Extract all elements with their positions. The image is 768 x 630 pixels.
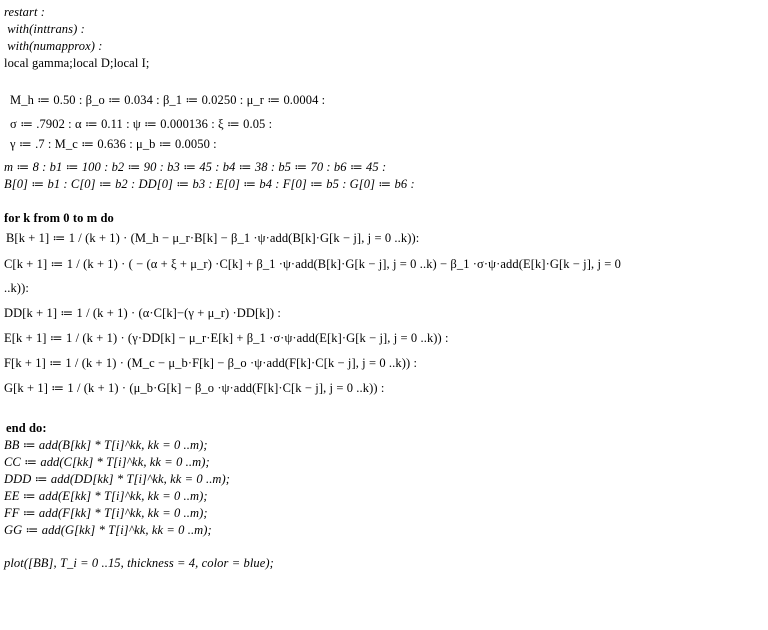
plot-command[interactable]: plot([BB], T_i = 0 ..15, thickness = 4, color = blue); <box>4 556 274 570</box>
with-numapprox-command[interactable]: with(numapprox) : <box>4 39 103 53</box>
initial-assignments-line[interactable]: B[0] ≔ b1 : C[0] ≔ b2 : DD[0] ≔ b3 : E[0] ≔ b4 : F[0] ≔ b5 : G[0] ≔ b6 : <box>4 177 415 191</box>
recurrence-C-continuation[interactable]: ..k)): <box>4 281 29 295</box>
series-EE[interactable]: EE ≔ add(E[kk] * T[i]^kk, kk = 0 ..m); <box>4 489 208 503</box>
recurrence-C[interactable]: C[k + 1] ≔ 1 / (k + 1) · ( − (α + ξ + μ_r) ·C[k] + β_1 ·ψ·add(B[k]·G[k − j], j = 0 ..k) − β_1 ·σ·ψ·add(E[k]·G[k − j], j = 0 <box>4 257 621 271</box>
initial-values-line[interactable]: m ≔ 8 : b1 ≔ 100 : b2 ≔ 90 : b3 ≔ 45 : b4 ≔ 38 : b5 ≔ 70 : b6 ≔ 45 : <box>4 160 387 174</box>
series-BB[interactable]: BB ≔ add(B[kk] * T[i]^kk, kk = 0 ..m); <box>4 438 208 452</box>
recurrence-F[interactable]: F[k + 1] ≔ 1 / (k + 1) · (M_c − μ_b·F[k] − β_o ·ψ·add(F[k]·C[k − j], j = 0 ..k)) : <box>4 356 418 370</box>
recurrence-B[interactable]: B[k + 1] ≔ 1 / (k + 1) · (M_h − μ_r·B[k] − β_1 ·ψ·add(B[k]·G[k − j], j = 0 ..k)): <box>6 231 420 245</box>
with-inttrans-command[interactable]: with(inttrans) : <box>4 22 85 36</box>
local-declarations[interactable]: local gamma;local D;local I; <box>4 56 150 70</box>
end-do[interactable]: end do: <box>6 421 47 435</box>
series-DDD[interactable]: DDD ≔ add(DD[kk] * T[i]^kk, kk = 0 ..m); <box>4 472 231 486</box>
series-CC[interactable]: CC ≔ add(C[kk] * T[i]^kk, kk = 0 ..m); <box>4 455 210 469</box>
parameter-line-1[interactable]: M_h ≔ 0.50 : β_o ≔ 0.034 : β_1 ≔ 0.0250 : μ_r ≔ 0.0004 : <box>10 93 326 107</box>
restart-command[interactable]: restart : <box>4 5 46 19</box>
parameter-line-3[interactable]: γ ≔ .7 : M_c ≔ 0.636 : μ_b ≔ 0.0050 : <box>10 137 217 151</box>
for-loop-header[interactable]: for k from 0 to m do <box>4 211 114 225</box>
parameter-line-2[interactable]: σ ≔ .7902 : α ≔ 0.11 : ψ ≔ 0.000136 : ξ ≔ 0.05 : <box>10 117 273 131</box>
recurrence-DD[interactable]: DD[k + 1] ≔ 1 / (k + 1) · (α·C[k]−(γ + μ_r) ·DD[k]) : <box>4 306 281 320</box>
recurrence-G[interactable]: G[k + 1] ≔ 1 / (k + 1) · (μ_b·G[k] − β_o ·ψ·add(F[k]·C[k − j], j = 0 ..k)) : <box>4 381 385 395</box>
recurrence-E[interactable]: E[k + 1] ≔ 1 / (k + 1) · (γ·DD[k] − μ_r·E[k] + β_1 ·σ·ψ·add(E[k]·G[k − j], j = 0 ..k)) : <box>4 331 449 345</box>
series-FF[interactable]: FF ≔ add(F[kk] * T[i]^kk, kk = 0 ..m); <box>4 506 208 520</box>
series-GG[interactable]: GG ≔ add(G[kk] * T[i]^kk, kk = 0 ..m); <box>4 523 212 537</box>
